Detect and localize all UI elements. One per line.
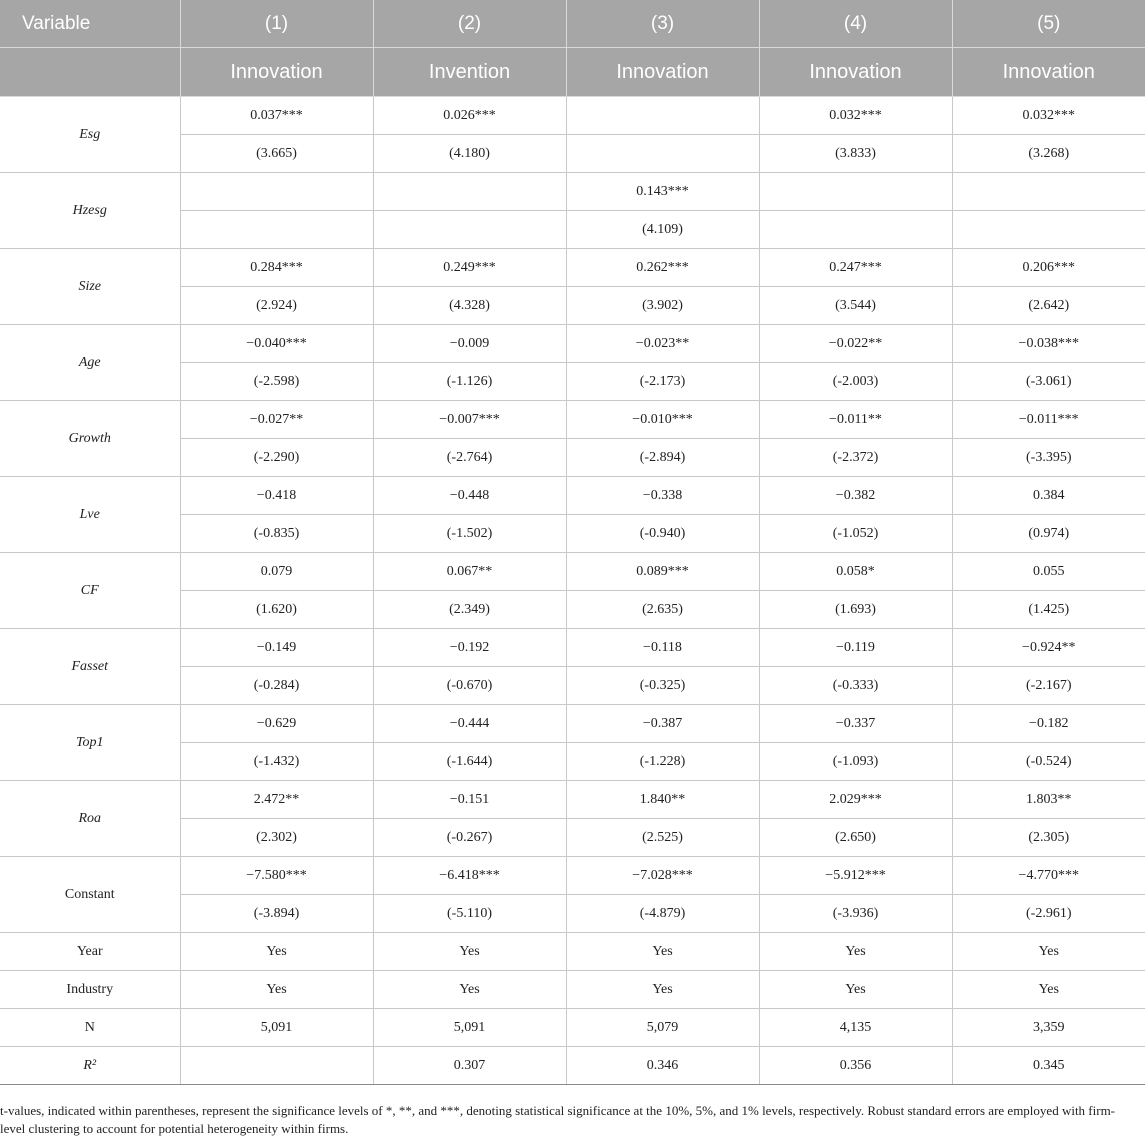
t-value-cell: (-2.598) (180, 363, 373, 401)
table-footnote: t-values, indicated within parentheses, represent the significance levels of *, **, and ***, denoting statistical significance at the 10%, 5%, and 1% levels, respectively. Robust standard errors are employed with firm-level clustering to account for potential heterogeneity within firms. (0, 1103, 1116, 1136)
coefficient-cell: −0.444 (373, 705, 566, 743)
t-value-cell: (-0.524) (952, 743, 1145, 781)
t-value-cell: (-2.290) (180, 439, 373, 477)
variable-name: Esg (0, 97, 180, 173)
table-row-coefficient (0, 325, 1145, 363)
summary-cell: Yes (952, 933, 1145, 971)
summary-cell: Yes (566, 933, 759, 971)
coefficient-cell: −0.119 (759, 629, 952, 667)
coefficient-cell: −0.011** (759, 401, 952, 439)
coefficient-cell: −0.192 (373, 629, 566, 667)
variable-header: Variable (0, 0, 180, 48)
coefficient-cell: 0.055 (952, 553, 1145, 591)
summary-cell: 5,091 (180, 1009, 373, 1047)
t-value-cell: (-0.325) (566, 667, 759, 705)
summary-label: Year (0, 933, 180, 971)
coefficient-cell: 0.037*** (180, 97, 373, 135)
t-value-cell: (-0.267) (373, 819, 566, 857)
t-value-cell: (-2.961) (952, 895, 1145, 933)
column-number: (3) (566, 0, 759, 48)
t-value-cell: (4.180) (373, 135, 566, 173)
column-number: (2) (373, 0, 566, 48)
t-value-cell: (2.302) (180, 819, 373, 857)
coefficient-cell: 0.262*** (566, 249, 759, 287)
coefficient-cell: −0.040*** (180, 325, 373, 363)
summary-cell (180, 1047, 373, 1085)
dependent-variable-header: Innovation (180, 48, 373, 97)
table-row-coefficient (0, 705, 1145, 743)
t-value-cell: (4.328) (373, 287, 566, 325)
coefficient-cell: 0.032*** (952, 97, 1145, 135)
coefficient-cell (180, 173, 373, 211)
coefficient-cell: −0.448 (373, 477, 566, 515)
variable-header-blank (0, 48, 180, 97)
summary-cell: 5,091 (373, 1009, 566, 1047)
column-number: (1) (180, 0, 373, 48)
t-value-cell: (-5.110) (373, 895, 566, 933)
table-row-coefficient (0, 629, 1145, 667)
variable-name: Size (0, 249, 180, 325)
t-value-cell: (-2.167) (952, 667, 1145, 705)
t-value-cell: (-1.126) (373, 363, 566, 401)
coefficient-cell (566, 97, 759, 135)
t-value-cell: (3.902) (566, 287, 759, 325)
summary-cell: 3,359 (952, 1009, 1145, 1047)
coefficient-cell: −0.009 (373, 325, 566, 363)
table-row-summary (0, 933, 1145, 971)
summary-label: R² (0, 1047, 180, 1085)
t-value-cell: (3.544) (759, 287, 952, 325)
t-value-cell: (-0.670) (373, 667, 566, 705)
dependent-variable-header: Innovation (952, 48, 1145, 97)
coefficient-cell (759, 173, 952, 211)
t-value-cell (952, 211, 1145, 249)
summary-cell: Yes (180, 933, 373, 971)
coefficient-cell: −0.387 (566, 705, 759, 743)
t-value-cell: (-2.003) (759, 363, 952, 401)
t-value-cell: (-1.502) (373, 515, 566, 553)
coefficient-cell: −0.118 (566, 629, 759, 667)
header-row-column-numbers (0, 0, 1145, 48)
t-value-cell: (-3.894) (180, 895, 373, 933)
t-value-cell: (4.109) (566, 211, 759, 249)
coefficient-cell: −0.182 (952, 705, 1145, 743)
coefficient-cell: 1.803** (952, 781, 1145, 819)
variable-name: CF (0, 553, 180, 629)
t-value-cell (759, 211, 952, 249)
t-value-cell: (-2.894) (566, 439, 759, 477)
coefficient-cell: 0.032*** (759, 97, 952, 135)
variable-name: Constant (0, 857, 180, 933)
header-row-dependent-variables (0, 48, 1145, 97)
coefficient-cell: −0.011*** (952, 401, 1145, 439)
summary-cell: 0.307 (373, 1047, 566, 1085)
coefficient-cell: 0.089*** (566, 553, 759, 591)
coefficient-cell: −0.629 (180, 705, 373, 743)
coefficient-cell: −5.912*** (759, 857, 952, 895)
t-value-cell: (2.924) (180, 287, 373, 325)
coefficient-cell: 0.079 (180, 553, 373, 591)
table-row-coefficient (0, 401, 1145, 439)
coefficient-cell (952, 173, 1145, 211)
summary-cell: Yes (759, 971, 952, 1009)
t-value-cell: (-0.284) (180, 667, 373, 705)
summary-cell: 0.356 (759, 1047, 952, 1085)
coefficient-cell: 0.284*** (180, 249, 373, 287)
coefficient-cell: −0.151 (373, 781, 566, 819)
coefficient-cell: 0.249*** (373, 249, 566, 287)
coefficient-cell: 2.029*** (759, 781, 952, 819)
t-value-cell: (3.268) (952, 135, 1145, 173)
summary-cell: 4,135 (759, 1009, 952, 1047)
t-value-cell: (3.665) (180, 135, 373, 173)
t-value-cell: (-4.879) (566, 895, 759, 933)
coefficient-cell: 1.840** (566, 781, 759, 819)
t-value-cell (373, 211, 566, 249)
t-value-cell: (-1.432) (180, 743, 373, 781)
coefficient-cell: −0.418 (180, 477, 373, 515)
coefficient-cell (373, 173, 566, 211)
t-value-cell: (2.349) (373, 591, 566, 629)
coefficient-cell: −0.337 (759, 705, 952, 743)
summary-label: Industry (0, 971, 180, 1009)
t-value-cell: (1.620) (180, 591, 373, 629)
t-value-cell: (2.635) (566, 591, 759, 629)
variable-name: Fasset (0, 629, 180, 705)
t-value-cell: (-2.173) (566, 363, 759, 401)
coefficient-cell: −7.028*** (566, 857, 759, 895)
table-row-coefficient (0, 477, 1145, 515)
coefficient-cell: −0.007*** (373, 401, 566, 439)
coefficient-cell: 0.384 (952, 477, 1145, 515)
coefficient-cell: −0.022** (759, 325, 952, 363)
t-value-cell: (3.833) (759, 135, 952, 173)
dependent-variable-header: Innovation (759, 48, 952, 97)
table-row-coefficient (0, 857, 1145, 895)
t-value-cell: (-1.644) (373, 743, 566, 781)
coefficient-cell: −0.149 (180, 629, 373, 667)
coefficient-cell: 0.058* (759, 553, 952, 591)
variable-name: Age (0, 325, 180, 401)
summary-cell: Yes (373, 971, 566, 1009)
summary-cell: Yes (180, 971, 373, 1009)
t-value-cell: (2.525) (566, 819, 759, 857)
column-number: (5) (952, 0, 1145, 48)
summary-cell: 5,079 (566, 1009, 759, 1047)
t-value-cell: (-0.835) (180, 515, 373, 553)
summary-cell: Yes (373, 933, 566, 971)
variable-name: Hzesg (0, 173, 180, 249)
t-value-cell: (2.642) (952, 287, 1145, 325)
coefficient-cell: −0.010*** (566, 401, 759, 439)
coefficient-cell: −0.027** (180, 401, 373, 439)
t-value-cell: (-0.940) (566, 515, 759, 553)
table-row-coefficient (0, 97, 1145, 135)
t-value-cell: (-2.764) (373, 439, 566, 477)
t-value-cell (566, 135, 759, 173)
table-body (0, 97, 1145, 1085)
coefficient-cell: −7.580*** (180, 857, 373, 895)
coefficient-cell: −0.382 (759, 477, 952, 515)
t-value-cell: (0.974) (952, 515, 1145, 553)
coefficient-cell: 0.247*** (759, 249, 952, 287)
table-row-coefficient (0, 781, 1145, 819)
summary-cell: 0.346 (566, 1047, 759, 1085)
coefficient-cell: −4.770*** (952, 857, 1145, 895)
t-value-cell (180, 211, 373, 249)
t-value-cell: (1.425) (952, 591, 1145, 629)
summary-cell: Yes (566, 971, 759, 1009)
t-value-cell: (1.693) (759, 591, 952, 629)
dependent-variable-header: Invention (373, 48, 566, 97)
summary-cell: 0.345 (952, 1047, 1145, 1085)
table-header (0, 0, 1145, 97)
t-value-cell: (-1.093) (759, 743, 952, 781)
coefficient-cell: −0.038*** (952, 325, 1145, 363)
variable-name: Lve (0, 477, 180, 553)
coefficient-cell: −0.023** (566, 325, 759, 363)
table-row-coefficient (0, 553, 1145, 591)
variable-name: Roa (0, 781, 180, 857)
coefficient-cell: 0.143*** (566, 173, 759, 211)
table-row-coefficient (0, 173, 1145, 211)
coefficient-cell: −0.924** (952, 629, 1145, 667)
t-value-cell: (2.305) (952, 819, 1145, 857)
coefficient-cell: −0.338 (566, 477, 759, 515)
coefficient-cell: 0.206*** (952, 249, 1145, 287)
summary-cell: Yes (952, 971, 1145, 1009)
t-value-cell: (-3.395) (952, 439, 1145, 477)
table-row-summary (0, 1047, 1145, 1085)
summary-label: N (0, 1009, 180, 1047)
column-number: (4) (759, 0, 952, 48)
t-value-cell: (-0.333) (759, 667, 952, 705)
dependent-variable-header: Innovation (566, 48, 759, 97)
table-row-summary (0, 1009, 1145, 1047)
t-value-cell: (-2.372) (759, 439, 952, 477)
coefficient-cell: 0.026*** (373, 97, 566, 135)
summary-cell: Yes (759, 933, 952, 971)
variable-name: Growth (0, 401, 180, 477)
t-value-cell: (2.650) (759, 819, 952, 857)
coefficient-cell: 2.472** (180, 781, 373, 819)
variable-name: Top1 (0, 705, 180, 781)
table-row-coefficient (0, 249, 1145, 287)
t-value-cell: (-3.936) (759, 895, 952, 933)
t-value-cell: (-3.061) (952, 363, 1145, 401)
table-row-summary (0, 971, 1145, 1009)
t-value-cell: (-1.228) (566, 743, 759, 781)
coefficient-cell: 0.067** (373, 553, 566, 591)
coefficient-cell: −6.418*** (373, 857, 566, 895)
t-value-cell: (-1.052) (759, 515, 952, 553)
